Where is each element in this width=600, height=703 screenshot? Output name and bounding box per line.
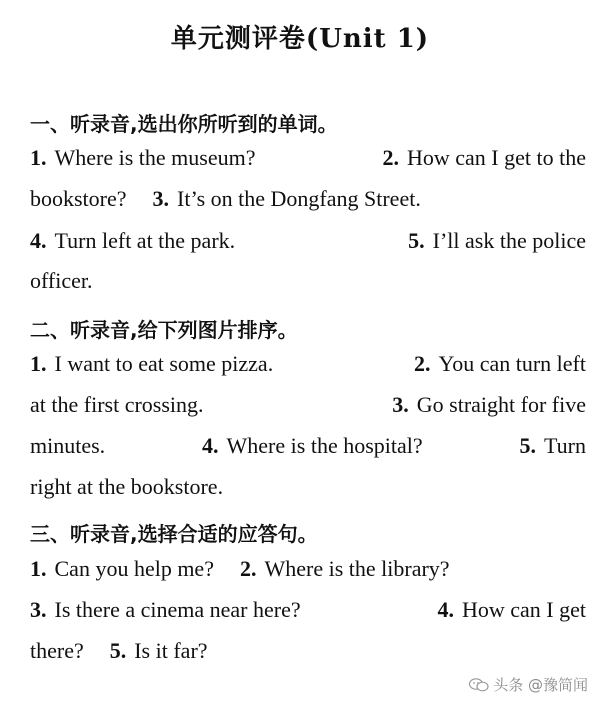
item-number: 5. [519, 433, 536, 458]
item-text: Where is the museum? [54, 145, 256, 170]
item-number: 3. [152, 186, 170, 211]
item-number: 4. [30, 228, 47, 253]
list-item [408, 228, 586, 254]
item-number: 3. [30, 597, 47, 622]
text-line [30, 145, 586, 171]
item-text: How can I get [461, 597, 586, 622]
item-text: minutes. [30, 433, 106, 458]
watermark [469, 674, 588, 695]
text-line [30, 351, 586, 377]
item-text: It’s on the Dongfang Street. [177, 186, 421, 211]
list-item [153, 186, 421, 212]
list-item [30, 145, 256, 171]
item-text: Where is the hospital? [226, 433, 423, 458]
list-item [383, 145, 587, 171]
item-text: there? [30, 638, 84, 663]
wechat-icon [469, 678, 489, 692]
item-number: 2. [382, 145, 399, 170]
item-number: 5. [109, 638, 127, 663]
text-line [30, 392, 586, 418]
item-text: right at the bookstore. [30, 474, 224, 499]
item-number: 2. [239, 556, 257, 581]
section-heading-3: 三、听录音,选择合适的应答句。 [30, 522, 318, 546]
list-item [30, 351, 273, 377]
item-number: 1. [30, 556, 47, 581]
item-number: 4. [437, 597, 454, 622]
item-text: Is there a cinema near here? [54, 597, 301, 622]
list-item [110, 638, 208, 664]
text-line [30, 597, 586, 623]
list-item [392, 392, 586, 418]
page-title: 单元测评卷(Unit 1) [170, 24, 430, 54]
item-text: How can I get to the [407, 145, 586, 170]
list-item [240, 556, 450, 582]
item-number: 4. [202, 433, 219, 458]
item-text: Is it far? [134, 638, 208, 663]
watermark-text: 头条 @豫简闻 [493, 676, 588, 694]
item-number: 3. [392, 392, 409, 417]
item-text: Go straight for five [416, 392, 586, 417]
item-text: I want to eat some pizza. [54, 351, 274, 376]
text-line [30, 268, 586, 294]
list-item [520, 433, 587, 459]
text-line [30, 474, 586, 500]
item-number: 5. [408, 228, 425, 253]
item-text: officer. [30, 268, 93, 293]
list-item [202, 433, 423, 459]
list-item [30, 597, 301, 623]
list-item [30, 556, 214, 582]
item-text: Can you help me? [54, 556, 214, 581]
item-text: Where is the library? [264, 556, 450, 581]
item-text: Turn [544, 433, 586, 458]
section-heading-2: 二、听录音,给下列图片排序。 [30, 318, 298, 342]
text-line [30, 228, 586, 254]
text-line [30, 556, 586, 582]
item-number: 2. [414, 351, 431, 376]
item-number: 1. [30, 351, 47, 376]
list-item [30, 228, 235, 254]
list-item [414, 351, 586, 377]
section-heading-1: 一、听录音,选出你所听到的单词。 [30, 112, 338, 136]
list-item [437, 597, 586, 623]
item-number: 1. [30, 145, 47, 170]
item-text: You can turn left [438, 351, 586, 376]
text-line [30, 638, 586, 664]
item-text: I’ll ask the police [432, 228, 586, 253]
text-line [30, 186, 586, 212]
item-text: bookstore? [30, 186, 127, 211]
text-line [30, 433, 586, 459]
item-text: Turn left at the park. [54, 228, 236, 253]
item-text: at the first crossing. [30, 392, 204, 417]
